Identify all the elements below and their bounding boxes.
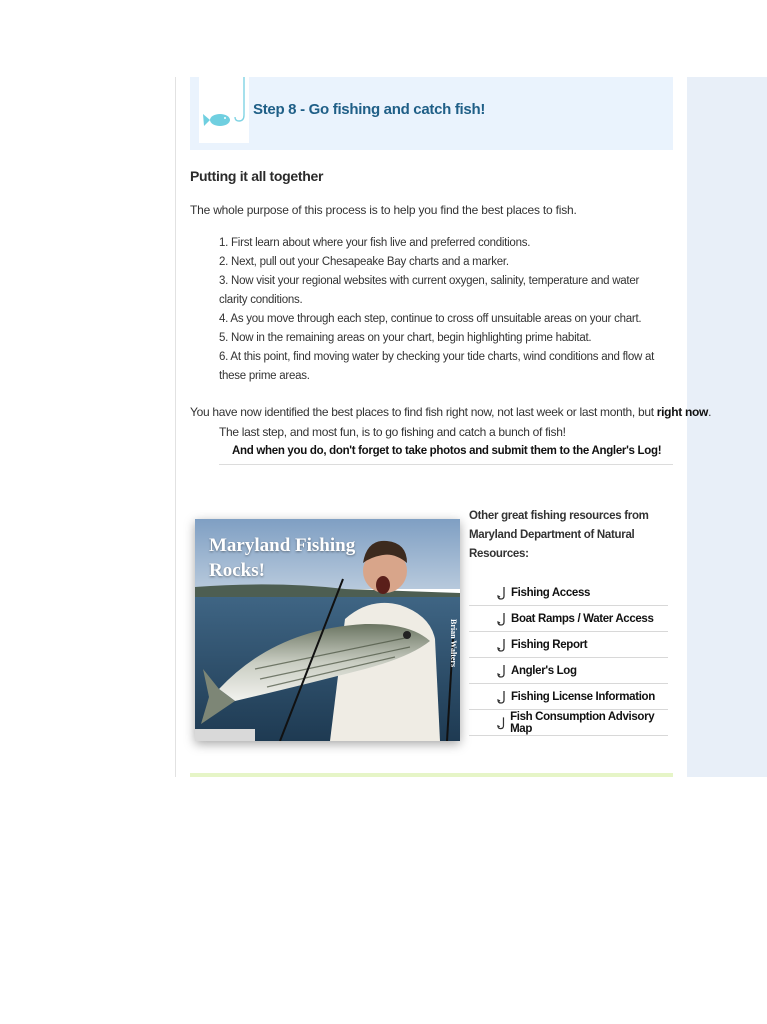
fish-on-hook-icon	[199, 77, 249, 143]
resources-heading: Other great fishing resources from Maryland Department of Natural Resources:	[469, 510, 649, 560]
steps-list	[219, 234, 659, 386]
list-item: 2. Next, pull out your Chesapeake Bay charts and a marker.	[219, 256, 509, 268]
list-item: 5. Now in the remaining areas on your chart, begin highlighting prime habitat.	[219, 332, 592, 344]
conclusion-end: .	[708, 405, 712, 419]
divider	[219, 464, 673, 465]
resource-link-label[interactable]: Boat Ramps / Water Access	[511, 612, 654, 625]
fish-hook-icon	[496, 638, 510, 652]
photo-caption: Maryland Fishing Rocks!	[209, 535, 356, 581]
footer-bar	[190, 773, 673, 777]
fish-hook-icon	[496, 664, 510, 678]
resource-link-label[interactable]: Fishing Access	[511, 586, 591, 599]
resource-link-boat-ramps[interactable]	[469, 606, 668, 632]
conclusion-body: You have now identified the best places to find fish right now, not last week or last month, but	[190, 405, 657, 419]
list-item: 1. First learn about where your fish live and preferred conditions.	[219, 237, 531, 249]
resources-list	[469, 580, 668, 736]
conclusion-text	[190, 405, 712, 419]
right-sidebar	[687, 77, 767, 777]
resource-link-label[interactable]: Fish Consumption Advisory Map	[510, 710, 655, 735]
resource-link-fishing-license[interactable]	[469, 684, 668, 710]
fishing-photo	[195, 519, 460, 741]
last-step-text: The last step, and most fun, is to go fishing and catch a bunch of fish!	[219, 425, 566, 439]
conclusion-emphasis: right now	[656, 405, 709, 419]
resource-link-label[interactable]: Fishing Report	[511, 638, 588, 651]
resource-link-label[interactable]: Angler's Log	[511, 664, 577, 677]
intro-text: The whole purpose of this process is to help you find the best places to fish.	[190, 203, 577, 217]
resource-link-consumption-advisory[interactable]	[469, 710, 668, 736]
fish-hook-icon	[496, 586, 510, 600]
list-item: 6. At this point, find moving water by checking your tide charts, wind conditions and flow at these prime areas.	[219, 351, 655, 382]
resource-link-fishing-report[interactable]	[469, 632, 668, 658]
fish-hook-icon	[496, 716, 509, 730]
step-header	[190, 77, 673, 150]
list-item: 4. As you move through each step, continue to cross off unsuitable areas on your chart.	[219, 313, 642, 325]
photo-credit: Brian Walters	[449, 619, 458, 668]
fish-hook-icon	[496, 612, 510, 626]
anglers-log-reminder: And when you do, don't forget to take photos and submit them to the Angler's Log!	[232, 445, 662, 457]
resource-link-anglers-log[interactable]	[469, 658, 668, 684]
section-heading: Putting it all together	[190, 168, 324, 184]
list-item: 3. Now visit your regional websites with current oxygen, salinity, temperature and water clarity conditions.	[219, 275, 640, 306]
fish-hook-icon	[496, 690, 510, 704]
step-title: Step 8 - Go fishing and catch fish!	[253, 101, 486, 118]
resource-link-fishing-access[interactable]	[469, 580, 668, 606]
resource-link-label[interactable]: Fishing License Information	[511, 690, 655, 703]
